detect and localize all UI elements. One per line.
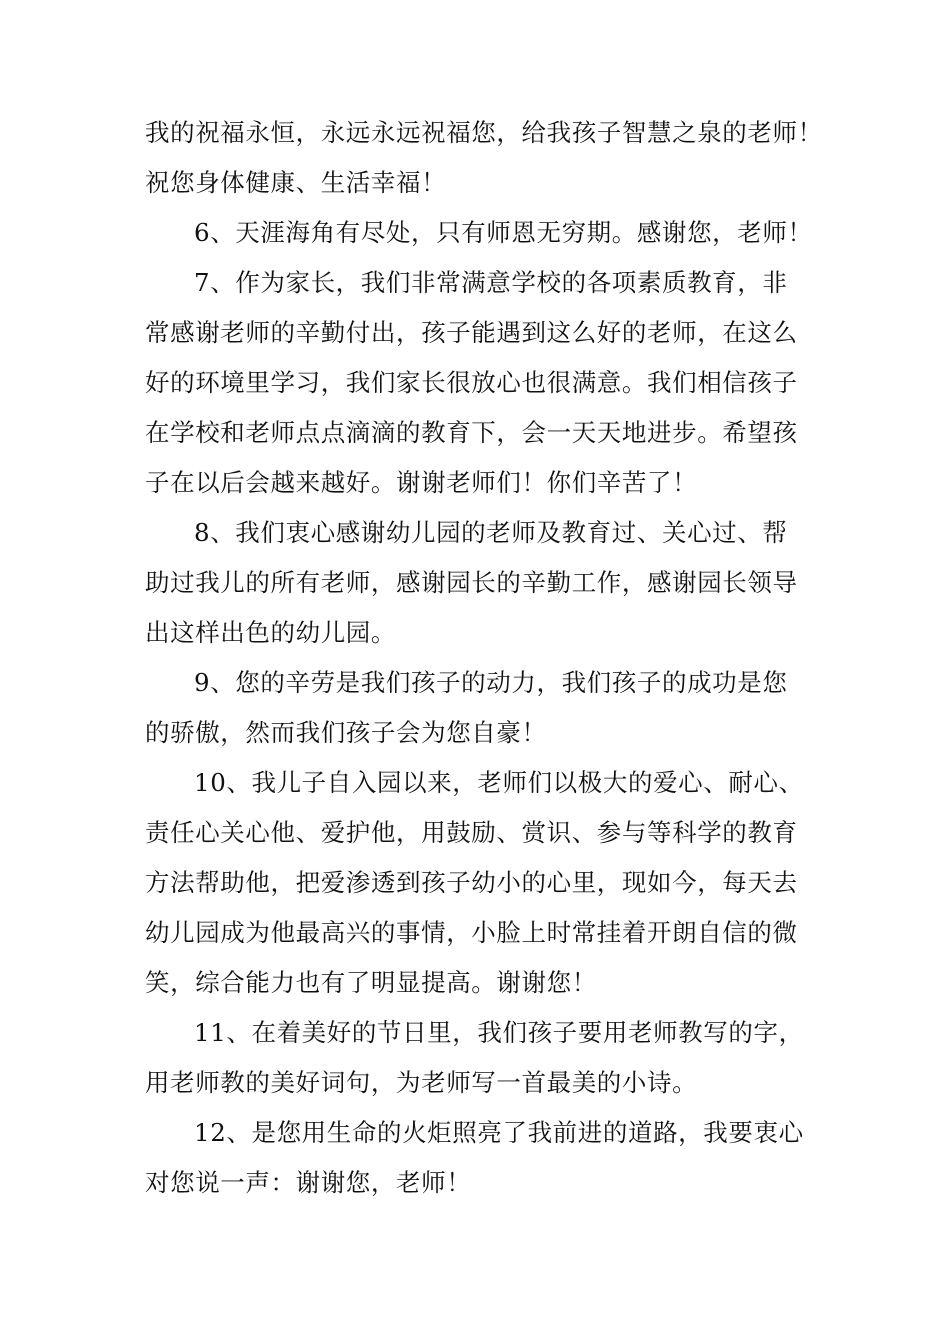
text-line: 常感谢老师的辛勤付出，孩子能遇到这么好的老师，在这么 [145, 318, 798, 347]
paragraph-12-line: 12、是您用生命的火炬照亮了我前进的道路，我要衷心 [194, 1118, 804, 1147]
text-line: 我的祝福永恒，永远永远祝福您，给我孩子智慧之泉的老师！ [145, 118, 823, 147]
paragraph-10-line: 10、我儿子自入园以来，老师们以极大的爱心、耐心、 [194, 768, 804, 797]
paragraph-7-line: 7、作为家长，我们非常满意学校的各项素质教育，非 [194, 268, 788, 297]
paragraph-6-line: 6、天涯海角有尽处，只有师恩无穷期。感谢您，老师！ [194, 218, 813, 247]
document-body [145, 108, 825, 1208]
paragraph-9-line: 9、您的辛劳是我们孩子的动力，我们孩子的成功是您 [194, 668, 788, 697]
text-line: 对您说一声：谢谢您，老师！ [145, 1168, 472, 1197]
text-line: 助过我儿的所有老师，感谢园长的辛勤工作，感谢园长领导 [145, 568, 798, 597]
paragraph-11-line: 11、在着美好的节日里，我们孩子要用老师教写的字， [194, 1018, 804, 1047]
text-line: 的骄傲，然而我们孩子会为您自豪！ [145, 718, 547, 747]
text-line: 方法帮助他，把爱渗透到孩子幼小的心里，现如今，每天去 [145, 868, 798, 897]
text-line: 在学校和老师点点滴滴的教育下，会一天天地进步。希望孩 [145, 418, 798, 447]
text-line: 子在以后会越来越好。谢谢老师们！你们辛苦了！ [145, 468, 698, 497]
text-line: 好的环境里学习，我们家长很放心也很满意。我们相信孩子 [145, 368, 798, 397]
text-line: 祝您身体健康、生活幸福！ [145, 168, 447, 197]
text-line: 责任心关心他、爱护他，用鼓励、赏识、参与等科学的教育 [145, 818, 798, 847]
text-line: 出这样出色的幼儿园。 [145, 618, 396, 647]
text-line: 幼儿园成为他最高兴的事情，小脸上时常挂着开朗自信的微 [145, 918, 798, 947]
text-line: 笑，综合能力也有了明显提高。谢谢您！ [145, 968, 597, 997]
paragraph-8-line: 8、我们衷心感谢幼儿园的老师及教育过、关心过、帮 [194, 518, 788, 547]
text-line: 用老师教的美好词句，为老师写一首最美的小诗。 [145, 1068, 698, 1097]
